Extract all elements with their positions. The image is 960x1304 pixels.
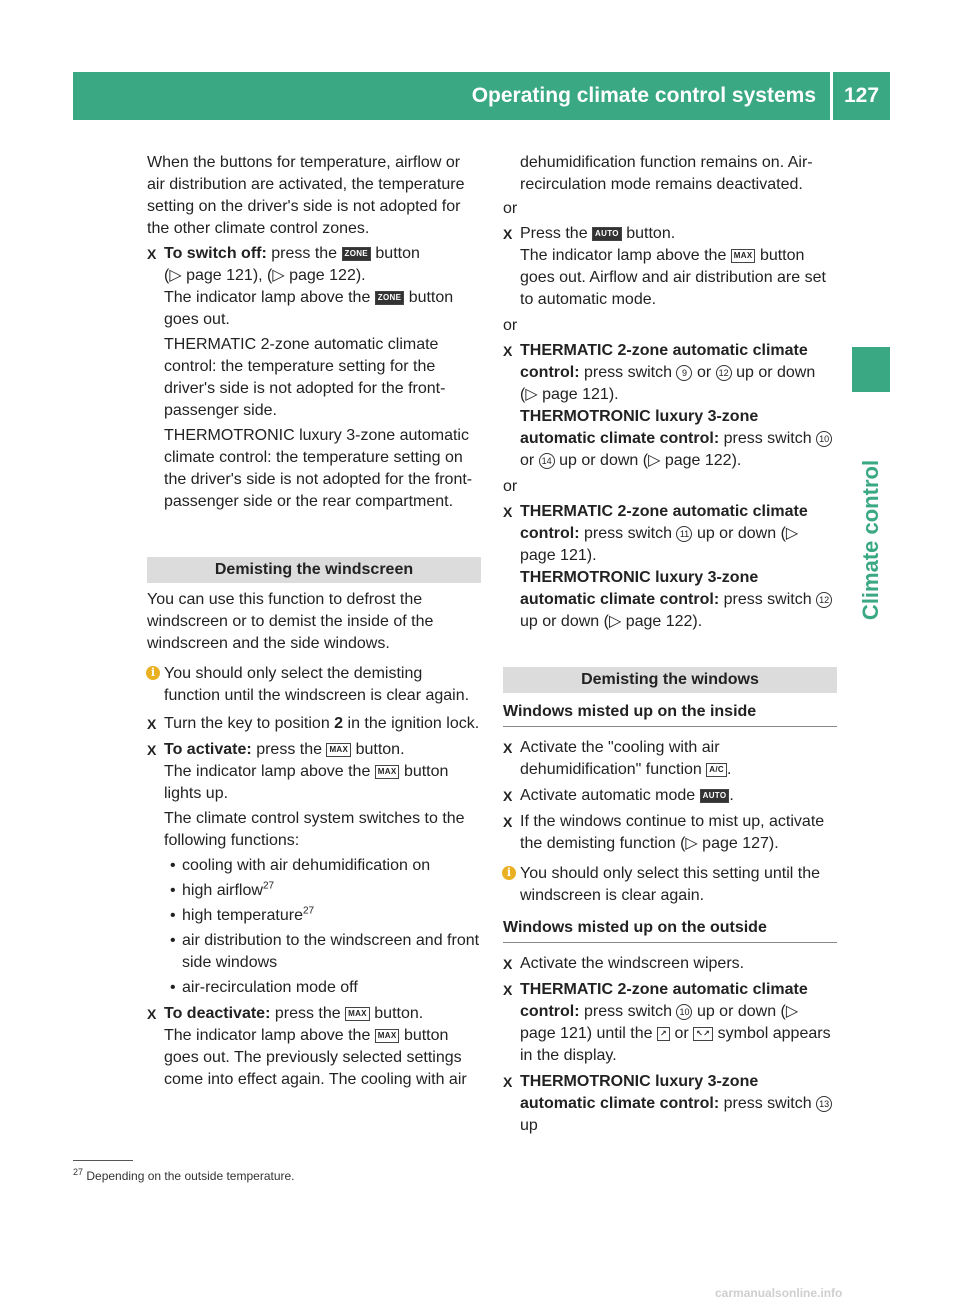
- arrow-icon: X: [503, 1074, 513, 1090]
- or-label: or: [503, 317, 518, 334]
- arrow-icon: X: [147, 742, 157, 758]
- step-alt-1: X THERMATIC 2-zone automatic climate control: press switch 9 or 12 up or down (▷ page 121). THERMOTRONIC luxury 3-zone automatic climate control: press switch 10 or 14 up or down (▷ page 122).: [503, 340, 837, 472]
- arrow-icon: X: [147, 246, 157, 262]
- intro-paragraph: When the buttons for temperature, airflow or air distribution are activated, the temperature setting on the driver's side is not adopted for the other climate control zones.: [147, 154, 465, 237]
- watermark: carmanualsonline.info: [715, 1286, 843, 1300]
- list-item: • high airflow$^{27}$: [164, 880, 481, 902]
- left-column: [147, 152, 481, 1095]
- info-icon: i: [502, 866, 516, 880]
- switch-number-icon: 10: [676, 1004, 692, 1020]
- subheading-inside: Windows misted up on the inside: [503, 701, 837, 727]
- footnote: [73, 1168, 295, 1184]
- switch-number-icon: 13: [816, 1096, 832, 1112]
- max-defrost-icon: MAX: [375, 1029, 400, 1043]
- windscreen-intro: You can use this function to defrost the windscreen or to demist the inside of the windscreen and the side windows.: [147, 591, 434, 652]
- step-continue-mist: X If the windows continue to mist up, activate the demisting function (▷ page 127).: [503, 813, 825, 852]
- switch-number-icon: 12: [716, 365, 732, 381]
- ac-icon: A/C: [706, 763, 727, 777]
- list-item: • air-recirculation mode off: [164, 977, 481, 999]
- arrow-icon: X: [503, 814, 513, 830]
- thermatic-note: THERMATIC 2-zone automatic climate control: the temperature setting for the driver's side is not adopted for the front-passenger side.: [164, 336, 446, 419]
- header-title: Operating climate control systems: [471, 84, 816, 107]
- switch-number-icon: 12: [816, 592, 832, 608]
- switch-number-icon: 11: [676, 526, 692, 542]
- subheading-outside: Windows misted up on the outside: [503, 917, 837, 943]
- airflow-symbol-icon: ↖↗: [693, 1027, 713, 1041]
- step-switch-off: X To switch off: press the ZONE button (▷ page 121), (▷ page 122). The indicator lamp above the ZONE button goes out. THERMATIC 2-zone automatic climate control: the temperature setting for the driver's side is not adopted for the front-passenger side. THERMOTRONIC luxury 3-zone automatic climate control: the temperature setting on the driver's side is not adopted for the front-passenger side or the rear compartment.: [147, 243, 481, 513]
- page-number: 127: [843, 84, 880, 107]
- side-tab: [852, 410, 890, 670]
- step-wipers: X Activate the windscreen wipers.: [503, 953, 837, 975]
- arrow-icon: X: [503, 956, 513, 972]
- step-activate: X To activate: press the MAX button. The indicator lamp above the MAX button lights up. The climate control system switches to the following functions: • cooling with air dehumidification on • high airflow$^{27}$ • high temperature$^{27}$ • air distribution to the windscreen and front side windows • air-recirculation mode off: [147, 739, 481, 999]
- info-note: i You should only select this setting until the windscreen is clear again.: [503, 863, 837, 907]
- step-thermatic-outside: X THERMATIC 2-zone automatic climate control: press switch 10 up or down (▷ page 121) until the ↗ or ↖↗ symbol appears in the display.: [503, 981, 831, 1064]
- list-item: • cooling with air dehumidification on: [164, 855, 481, 877]
- info-icon: i: [146, 666, 160, 680]
- footnote-ref: 27: [302, 905, 315, 917]
- airflow-symbol-icon: ↗: [657, 1027, 670, 1041]
- arrow-icon: X: [503, 982, 513, 998]
- info-note: i You should only select the demisting function until the windscreen is clear again.: [147, 663, 481, 707]
- switches-text: The climate control system switches to the following functions:: [164, 810, 465, 849]
- max-defrost-icon: MAX: [731, 249, 756, 263]
- arrow-icon: X: [147, 1006, 157, 1022]
- side-tab-marker: [852, 347, 890, 392]
- step-deactivate: X To deactivate: press the MAX button. The indicator lamp above the MAX button goes out. The previously selected settings come into effect again. The cooling with air: [147, 1005, 467, 1088]
- step-thermotronic-outside: X THERMOTRONIC luxury 3-zone automatic climate control: press switch 13 up: [503, 1071, 837, 1137]
- page-header: [73, 72, 890, 120]
- section-heading-windscreen: Demisting the windscreen: [147, 557, 481, 583]
- arrow-icon: X: [503, 504, 513, 520]
- side-tab-label: Climate control: [858, 459, 884, 621]
- zone-icon: ZONE: [375, 291, 404, 305]
- footnote-ref: 27: [262, 880, 275, 892]
- switch-number-icon: 9: [676, 365, 692, 381]
- footnote-text: Depending on the outside temperature.: [86, 1169, 295, 1183]
- max-defrost-icon: MAX: [345, 1007, 370, 1021]
- switch-number-icon: 14: [539, 453, 555, 469]
- arrow-icon: X: [503, 343, 513, 359]
- list-item: • high temperature$^{27}$: [164, 905, 481, 927]
- footnote-number: 27: [73, 1167, 84, 1177]
- step-turn-key: X Turn the key to position 2 in the ignition lock.: [147, 713, 481, 735]
- footnote-divider: [73, 1160, 133, 1161]
- max-defrost-icon: MAX: [326, 743, 351, 757]
- switch-number-icon: 10: [816, 431, 832, 447]
- list-item: • air distribution to the windscreen and front side windows: [164, 930, 481, 974]
- thermotronic-note: THERMOTRONIC luxury 3-zone automatic climate control: the temperature setting on the driver's side is not adopted for the front-passenger side or the rear compartment.: [164, 427, 473, 510]
- auto-icon: AUTO: [700, 789, 730, 803]
- auto-icon: AUTO: [592, 227, 622, 241]
- arrow-icon: X: [503, 740, 513, 756]
- step-auto-mode: X Activate automatic mode AUTO .: [503, 785, 837, 807]
- page-ref: (▷ page 121), (▷ page 122).: [164, 267, 366, 284]
- arrow-icon: X: [503, 226, 513, 242]
- arrow-icon: X: [147, 716, 157, 732]
- arrow-icon: X: [503, 788, 513, 804]
- right-column: [503, 152, 837, 1141]
- step-press-auto: X Press the AUTO button. The indicator lamp above the MAX button goes out. Airflow and air distribution are set to automatic mode.: [503, 225, 826, 308]
- zone-icon: ZONE: [342, 247, 371, 261]
- continued-text: dehumidification function remains on. Air-recirculation mode remains deactivated.: [520, 154, 813, 193]
- step-alt-2: X THERMATIC 2-zone automatic climate control: press switch 11 up or down (▷ page 121). THERMOTRONIC luxury 3-zone automatic climate control: press switch 12 up or down (▷ page 122).: [503, 501, 837, 633]
- step-ac: X Activate the "cooling with air dehumidification" function A/C .: [503, 739, 732, 778]
- section-heading-windows: Demisting the windows: [503, 667, 837, 693]
- or-label: or: [503, 200, 518, 217]
- max-defrost-icon: MAX: [375, 765, 400, 779]
- or-label: or: [503, 478, 518, 495]
